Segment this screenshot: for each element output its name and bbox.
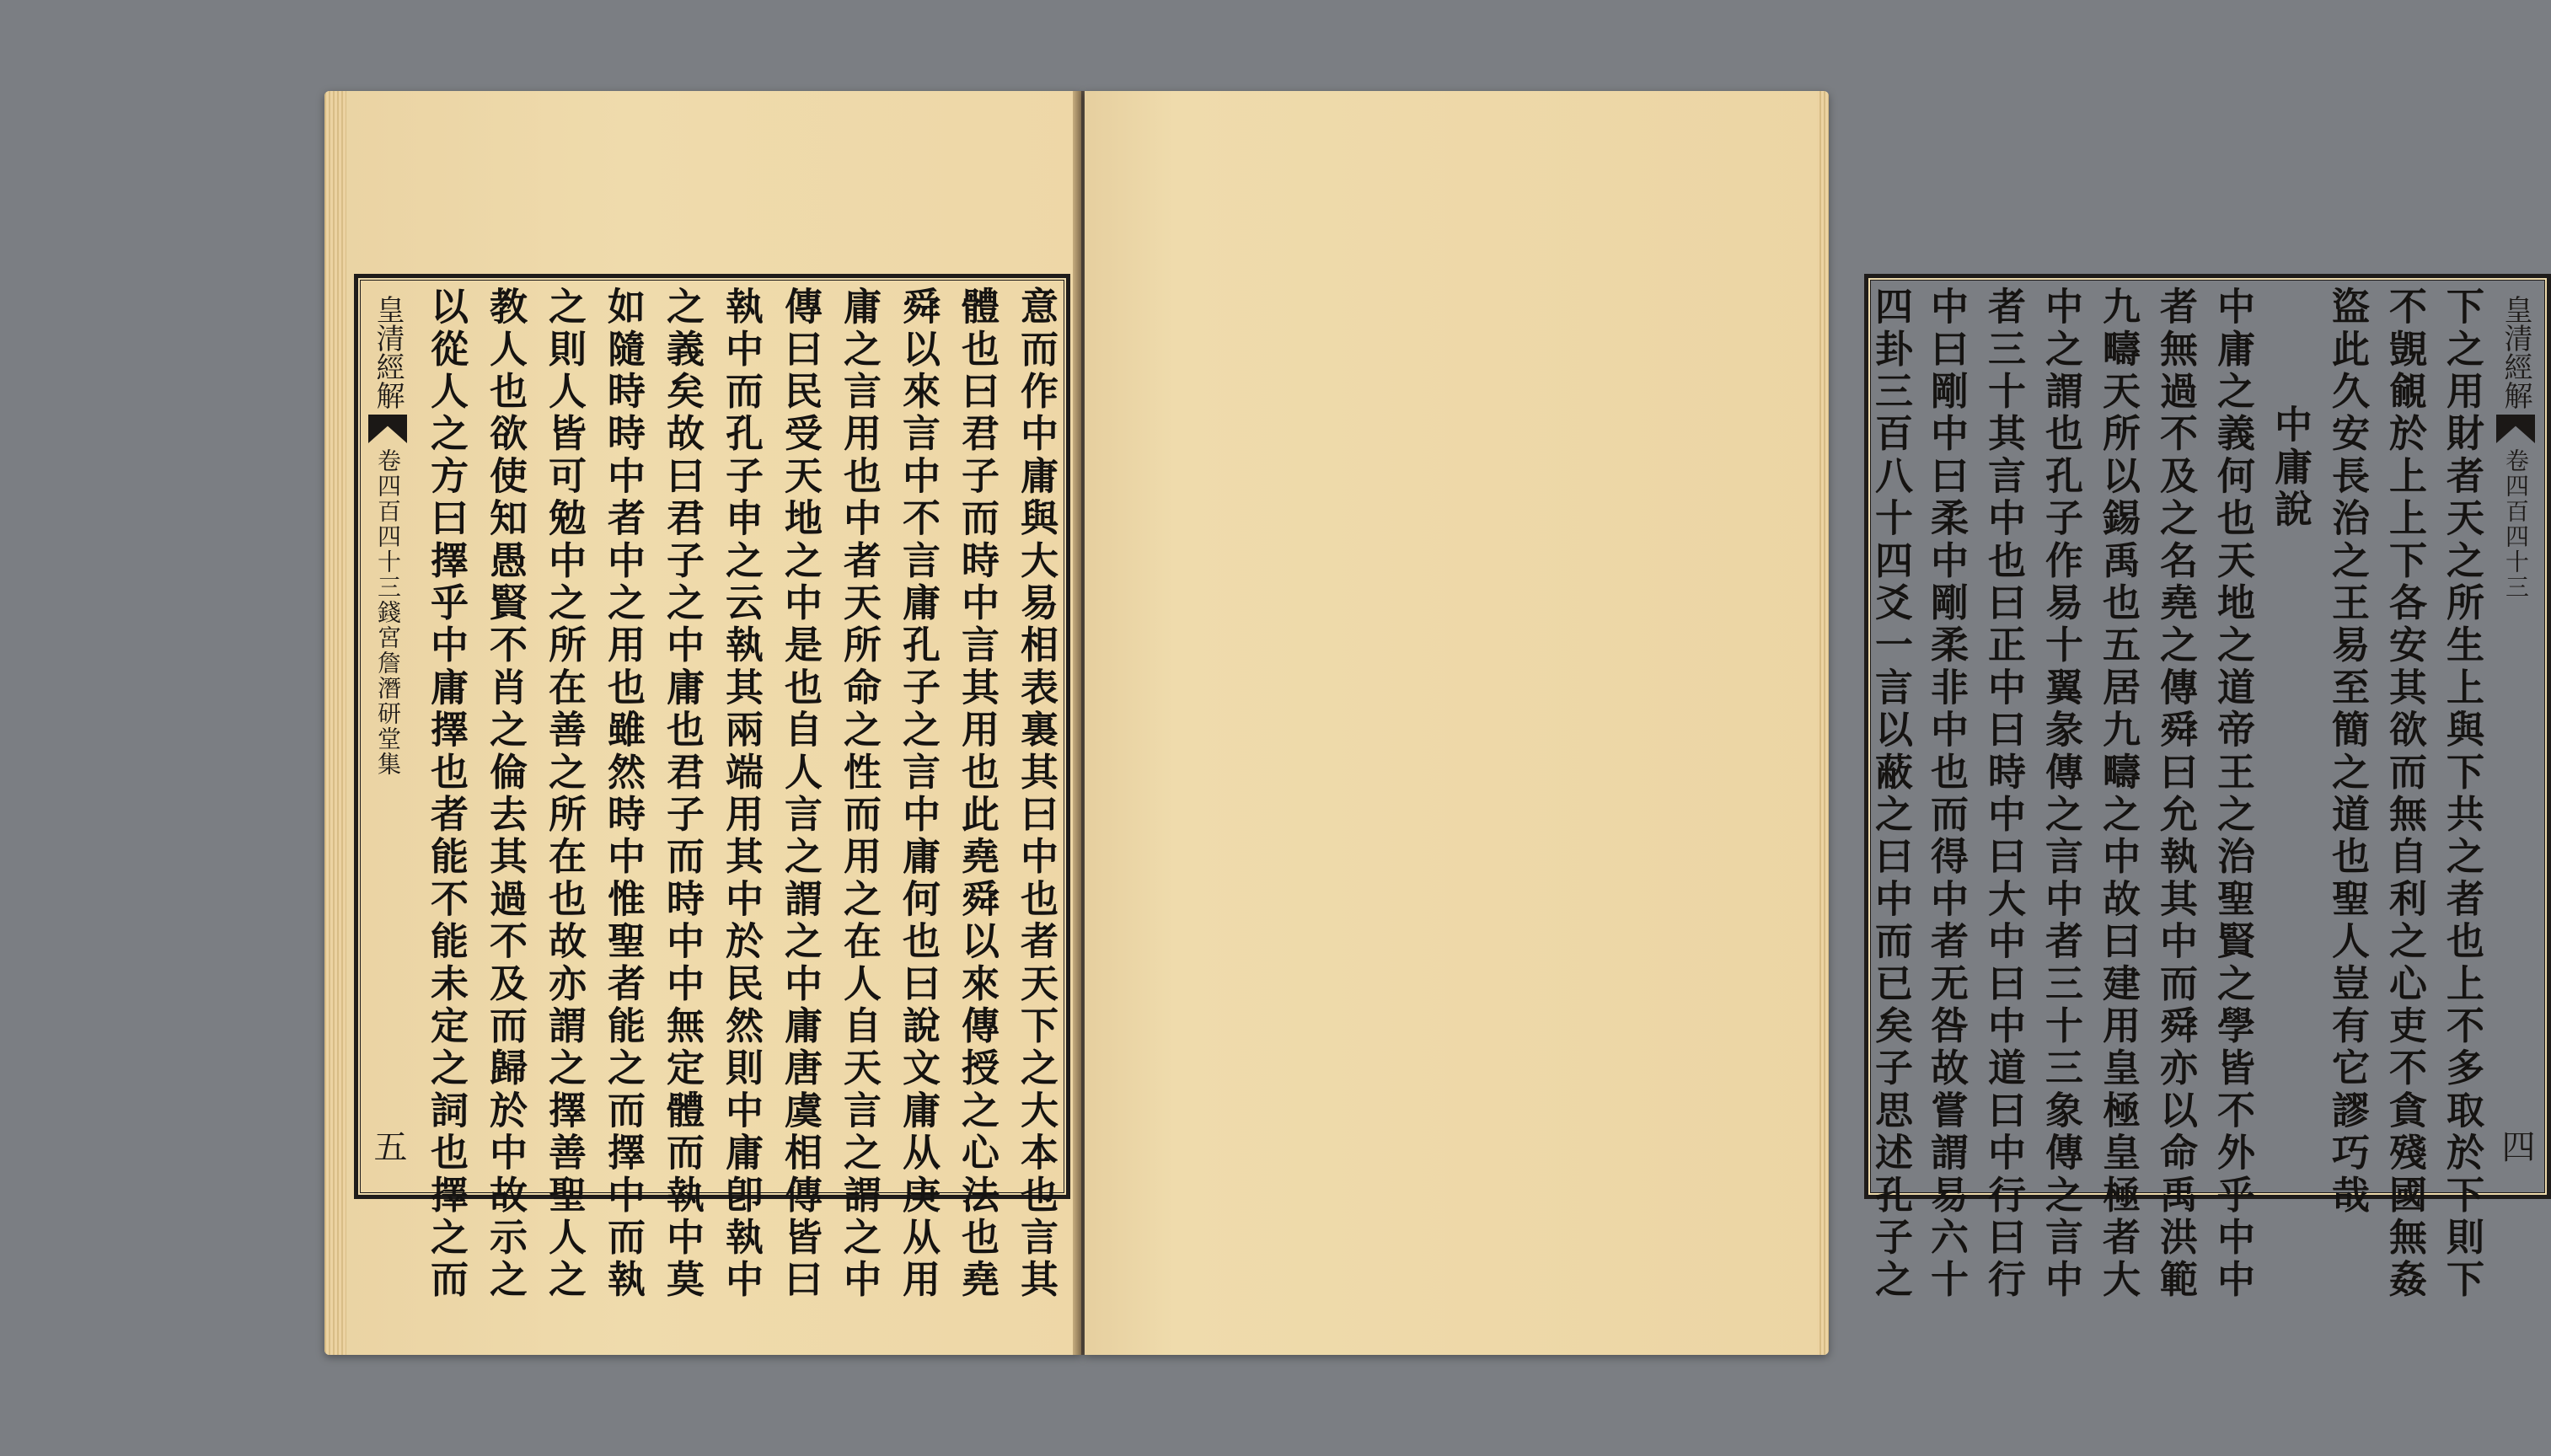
text-column: 中之謂也孔子作易十翼彖傳之言中者三十三象傳之言中 <box>2039 286 2083 1302</box>
right-page <box>1085 91 2535 1355</box>
text-column: 執中而孔子申之云執其兩端用其中於民然則中庸卽執中 <box>719 286 764 1302</box>
open-book <box>324 91 2535 1355</box>
text-column: 體也曰君子而時中言其用也此堯舜以來傳授之心法也堯 <box>955 286 999 1302</box>
text-column: 之則人皆可勉中之所在善之所在也故亦謂之擇善聖人之 <box>542 286 587 1302</box>
left-page <box>324 91 1081 1355</box>
margin-chapter: 卷四百四十三 <box>2502 448 2530 600</box>
text-column: 庸之言用也中者天所命之性而用之在人自天言之謂之中 <box>837 286 882 1302</box>
text-column: 以從人之方曰擇乎中庸擇也者能不能未定之詞也擇之而 <box>424 286 469 1302</box>
folio-number: 四 <box>2496 1129 2535 1163</box>
text-column: 不覬覦於上上下各安其欲而無自利之心吏不貪殘國無姦 <box>2382 286 2427 1302</box>
text-column: 意而作中庸與大易相表裏其曰中也者天下之大本也言其 <box>1014 286 1058 1302</box>
text-column: 如隨時時中者中之用也雖然時中惟聖者能之而擇中而執 <box>601 286 646 1302</box>
folio-number: 五 <box>368 1129 407 1163</box>
text-column: 之義矣故曰君子之中庸也君子而時中中無定體而執中莫 <box>660 286 705 1302</box>
text-column: 舜以來言中不言庸孔子之言中庸何也曰說文庸从庚从用 <box>896 286 941 1302</box>
margin-collection: 錢宮詹潛研堂集 <box>374 600 402 777</box>
text-column: 者無過不及之名堯之傳舜曰允執其中而舜亦以命禹洪範 <box>2153 286 2198 1302</box>
text-column: 傳曰民受天地之中是也自人言之謂之中庸唐虞相傳皆曰 <box>778 286 823 1302</box>
left-page-margin <box>368 295 407 1188</box>
right-text-frame <box>1864 274 2551 1302</box>
text-column: 教人也欲使知愚賢不肖之倫去其過不及而歸於中故示之 <box>483 286 528 1302</box>
margin-chapter: 卷四百四十三 <box>374 448 402 600</box>
text-column: 中曰剛中曰柔中剛柔非中也而得中者无咎故嘗謂易六十 <box>1924 286 1969 1302</box>
left-text-frame <box>354 274 1070 1302</box>
text-column: 者三十其言中也曰正中曰時中曰大中曰中道曰中行曰行 <box>1981 286 2026 1302</box>
section-title-column: 中庸說 <box>2268 404 2313 532</box>
fish-tail-icon <box>368 415 407 443</box>
text-column: 盜此久安長治之王易至簡之道也聖人豈有它謬巧哉 <box>2325 286 2370 1218</box>
margin-book-title: 皇清經解 <box>2499 295 2532 410</box>
margin-book-title: 皇清經解 <box>371 295 405 410</box>
text-column: 下之用財者天之所生上與下共之者也上不多取於下則下 <box>2440 286 2484 1302</box>
text-column: 四卦三百八十四爻一言以蔽之曰中而已矣子思述孔子之 <box>1868 286 1913 1302</box>
fish-tail-icon <box>2496 415 2535 443</box>
text-column: 九疇天所以錫禹也五居九疇之中故曰建用皇極皇極者大 <box>2096 286 2141 1302</box>
text-column: 中庸之義何也天地之道帝王之治聖賢之學皆不外乎中中 <box>2211 286 2255 1302</box>
right-page-margin <box>2496 295 2535 1188</box>
